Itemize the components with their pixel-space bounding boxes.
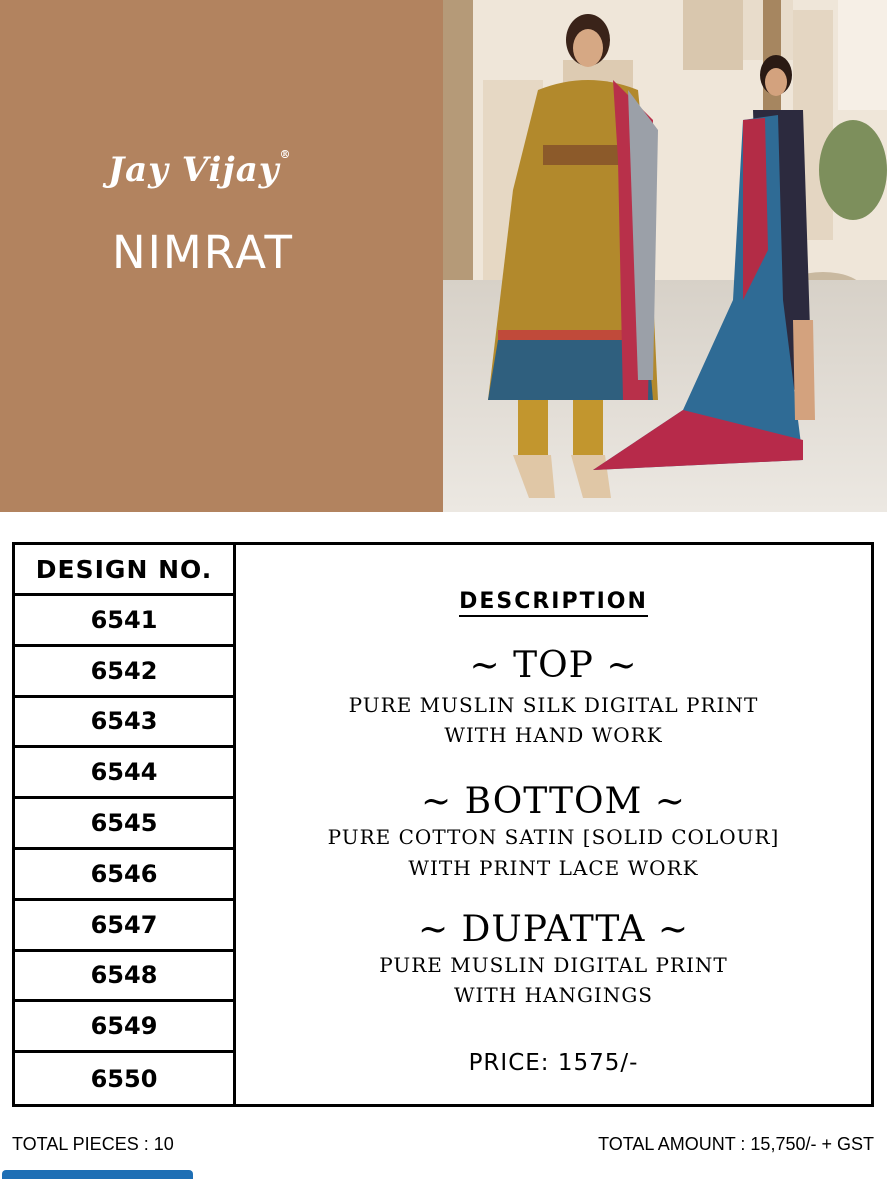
description-column xyxy=(236,545,871,1104)
top-heading: ~ TOP ~ xyxy=(469,645,638,686)
design-number-cell: 6547 xyxy=(15,901,233,952)
design-number-cell: 6544 xyxy=(15,748,233,799)
brand-logo xyxy=(108,150,292,190)
dupatta-heading: ~ DUPATTA ~ xyxy=(417,909,690,950)
description-title xyxy=(236,589,871,614)
design-number-cell: 6549 xyxy=(15,1002,233,1053)
action-button-edge[interactable] xyxy=(2,1170,193,1179)
bottom-line-2: WITH PRINT LACE WORK xyxy=(408,856,699,880)
design-number-cell: 6543 xyxy=(15,698,233,749)
price-text: PRICE: 1575/- xyxy=(468,1050,639,1076)
bottom-heading: ~ BOTTOM ~ xyxy=(421,781,686,822)
design-table xyxy=(12,542,874,1107)
design-number-cell: 6548 xyxy=(15,952,233,1003)
product-photo xyxy=(443,0,887,512)
total-pieces: TOTAL PIECES : 10 xyxy=(12,1134,174,1154)
catalog-banner xyxy=(0,0,887,512)
brand-logo-text: Jay Vijay xyxy=(108,150,280,190)
collection-name: NIMRAT xyxy=(112,226,294,279)
design-number-column xyxy=(15,545,236,1104)
registered-mark: ® xyxy=(279,148,292,161)
design-number-header: DESIGN NO. xyxy=(15,545,233,596)
dupatta-line-2: WITH HANGINGS xyxy=(453,983,654,1007)
design-number-cell: 6550 xyxy=(90,1064,158,1093)
total-amount: TOTAL AMOUNT : 15,750/- + GST xyxy=(598,1134,874,1154)
bottom-line-1: PURE COTTON SATIN [SOLID COLOUR] xyxy=(327,825,780,849)
design-number-cell: 6545 xyxy=(15,799,233,850)
description-title-text: DESCRIPTION xyxy=(459,589,648,617)
design-number-cell: 6546 xyxy=(15,850,233,901)
design-number-cell: 6542 xyxy=(15,647,233,698)
top-line-1: PURE MUSLIN SILK DIGITAL PRINT xyxy=(348,693,759,717)
dupatta-line-1: PURE MUSLIN DIGITAL PRINT xyxy=(379,953,728,977)
top-line-2: WITH HAND WORK xyxy=(444,723,663,747)
brand-panel xyxy=(0,0,443,512)
design-number-cell: 6541 xyxy=(15,596,233,647)
